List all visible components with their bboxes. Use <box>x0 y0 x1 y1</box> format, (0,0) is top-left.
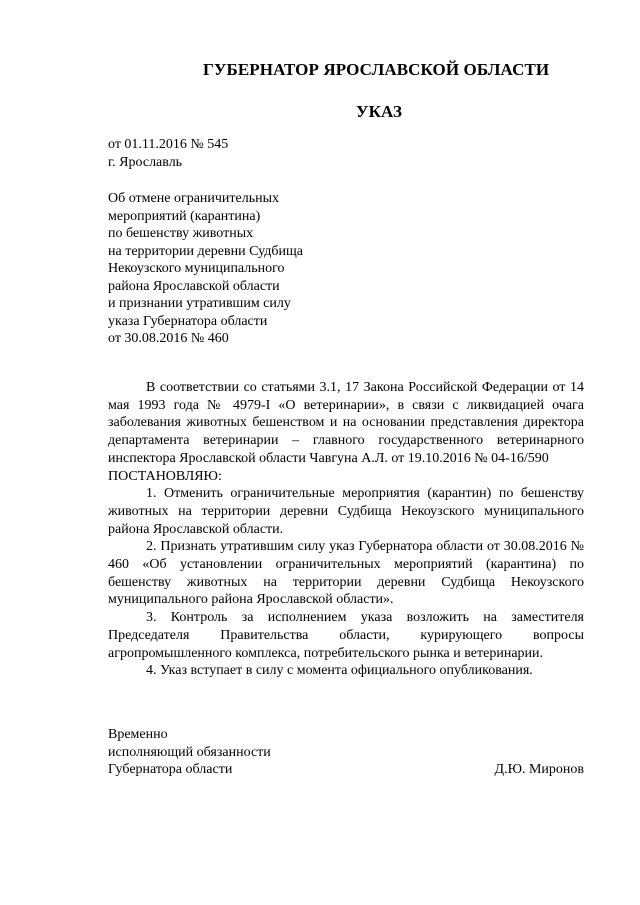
subject-line: по бешенству животных <box>108 226 254 241</box>
decree-item-4: 4. Указ вступает в силу с момента официального опубликования. <box>146 663 533 679</box>
city: г. Ярославль <box>108 154 183 170</box>
document-body <box>108 379 584 680</box>
subject-line: мероприятий (карантина) <box>108 208 261 224</box>
subject-line: указа Губернатора области <box>108 313 268 329</box>
decree-word: ПОСТАНОВЛЯЮ: <box>108 468 222 484</box>
subject-line: от 30.08.2016 № 460 <box>108 331 229 346</box>
subject-line: Некоузского муниципального <box>108 261 285 276</box>
signature-title-line1: Временно <box>108 727 168 742</box>
subject-line: на территории деревни Судбища <box>108 243 303 259</box>
document-type-title: УКАЗ <box>356 102 403 121</box>
decree-item-3: 3. Контроль за исполнением указа возложить на заместителя Председателя Правительства области, курирующего вопросы агропромышленного комплекса, потребительского рынка и ветеринарии. <box>108 610 584 661</box>
preamble-paragraph: В соответствии со статьями 3.1, 17 Закона Российской Федерации от 14 мая 1993 года № 4979-I «О ветеринарии», в связи с ликвидацией очага заболевания животных бешенством и на основании представления директора департамента ветеринарии – главного государственного ветеринарного инспектора Ярославской области Чавгуна А.Л. от 19.10.2016 № 04-16/590 <box>108 380 584 466</box>
document-meta <box>108 136 228 171</box>
subject-line: Об отмене ограничительных <box>108 191 280 206</box>
document-subject <box>108 190 303 348</box>
subject-line: района Ярославской области <box>108 278 280 294</box>
signature-title-line3: Губернатора области <box>108 762 233 777</box>
decree-item-2: 2. Признать утратившим силу указ Губернатора области от 30.08.2016 № 460 «Об установлении ограничительных мероприятий (карантина) по бешенству животных на территории деревни Судбища Некоузского муниципального района Ярославской области». <box>108 539 584 608</box>
authority-title: ГУБЕРНАТОР ЯРОСЛАВСКОЙ ОБЛАСТИ <box>203 60 550 79</box>
signatory-name: Д.Ю. Миронов <box>494 762 584 777</box>
signature-title-line2: исполняющий обязанности <box>108 744 271 760</box>
signature-block <box>108 726 584 779</box>
date-number: от 01.11.2016 № 545 <box>108 137 229 152</box>
decree-item-1: 1. Отменить ограничительные мероприятия (карантин) по бешенству животных на территории деревни Судбища Некоузского муниципального района Ярославской области. <box>108 486 584 537</box>
signature-row <box>108 761 584 779</box>
subject-line: и признании утратившим силу <box>108 296 291 311</box>
